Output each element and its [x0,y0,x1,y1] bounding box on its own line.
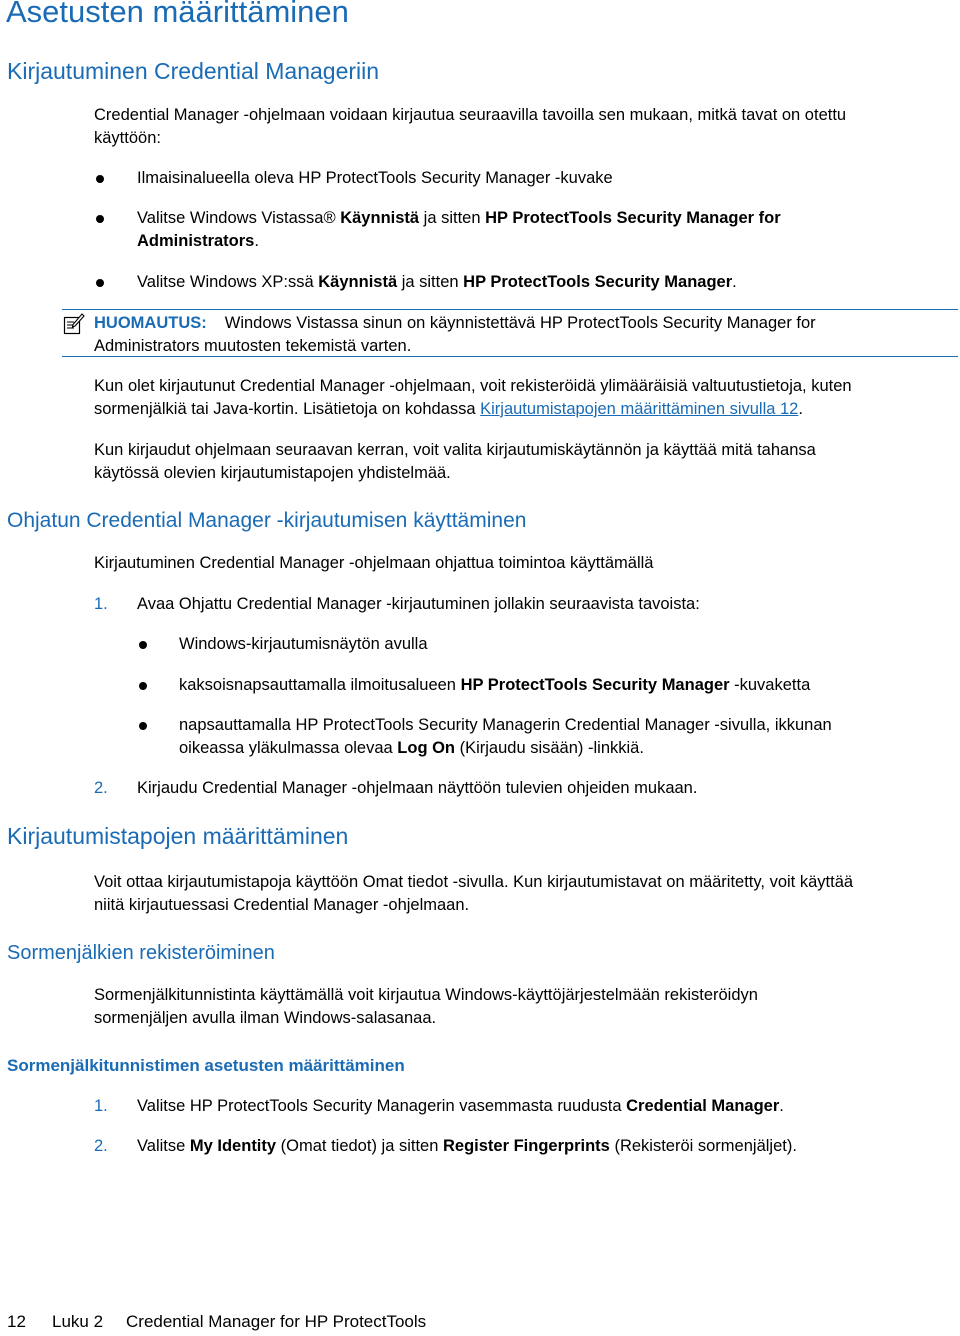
step-text: Avaa Ohjattu Credential Manager -kirjautuminen jollakin seuraavista tavoista: [137,595,700,613]
section-heading-login: Kirjautuminen Credential Manageriin [7,58,380,84]
list-item: Valitse Windows Vistassa® Käynnistä ja sitten HP ProtectTools Security Manager for Administrators. [137,209,781,250]
footer-page-number: 12 [7,1312,26,1331]
list-item: kaksoisnapsauttamalla ilmoitusalueen HP ProtectTools Security Manager -kuvaketta [179,676,811,694]
footer-chapter: Luku 2 [52,1312,104,1331]
step-text: Valitse HP ProtectTools Security Managerin vasemmasta ruudusta Credential Manager. [137,1097,784,1115]
bullet-icon [139,641,147,649]
step-number: 2. [94,1137,108,1155]
intro-paragraph: Credential Manager -ohjelmaan voidaan kirjautua seuraavilla tavoilla sen mukaan, mitkä tavat on otettu käyttöön: [94,106,847,147]
note-label: HUOMAUTUS: [94,314,207,332]
paragraph: Kun olet kirjautunut Credential Manager -ohjelmaan, voit rekisteröidä ylimääräisiä valtuutustietoja, kuten sormenjälkiä tai Java-kortin. Lisätietoja on kohdassa Kirjautumistapojen määrittäminen sivulla 12. [94,377,852,418]
note-top-rule [62,309,958,310]
note-icon [63,313,85,335]
section-heading-methods: Kirjautumistapojen määrittäminen [7,823,349,849]
list-item: Valitse Windows XP:ssä Käynnistä ja sitten HP ProtectTools Security Manager. [137,273,737,291]
paragraph: Sormenjälkitunnistinta käyttämällä voit kirjautua Windows-käyttöjärjestelmään rekisteröidyn sormenjäljen avulla ilman Windows-salasanaa. [94,986,758,1027]
bullet-icon [139,722,147,730]
page-title: Asetusten määrittäminen [6,0,349,29]
paragraph: Kirjautuminen Credential Manager -ohjelmaan ohjattua toimintoa käyttämällä [94,554,654,572]
step-number: 1. [94,595,108,613]
list-item: napsauttamalla HP ProtectTools Security Managerin Credential Manager -sivulla, ikkunan oikeassa yläkulmassa olevaa Log On (Kirjaudu sisään) -linkkiä. [179,716,832,757]
list-item: Windows-kirjautumisnäytön avulla [179,635,428,653]
cross-reference-link[interactable]: Kirjautumistapojen määrittäminen sivulla 12 [480,400,799,418]
step-text: Valitse My Identity (Omat tiedot) ja sitten Register Fingerprints (Rekisteröi sormenjäljet). [137,1137,797,1155]
bullet-icon [96,279,104,287]
note: HUOMAUTUS: Windows Vistassa sinun on käynnistettävä HP ProtectTools Security Manager for Administrators muutosten tekemistä varten. [94,314,816,355]
note-bottom-rule [62,356,958,357]
step-number: 2. [94,779,108,797]
bullet-icon [96,215,104,223]
paragraph: Kun kirjaudut ohjelmaan seuraavan kerran, voit valita kirjautumiskäytännön ja käyttää mitä tahansa käytössä olevien kirjautumistapojen yhdistelmää. [94,441,816,482]
bullet-icon [139,682,147,690]
section-heading-reader-setup: Sormenjälkitunnistimen asetusten määrittäminen [7,1056,405,1075]
list-item: Ilmaisinalueella oleva HP ProtectTools Security Manager -kuvake [137,169,613,187]
section-heading-wizard: Ohjatun Credential Manager -kirjautumisen käyttäminen [7,509,527,532]
step-number: 1. [94,1097,108,1115]
section-heading-fingerprints: Sormenjälkien rekisteröiminen [7,942,275,964]
step-text: Kirjaudu Credential Manager -ohjelmaan näyttöön tulevien ohjeiden mukaan. [137,779,698,797]
footer-chapter-title: Credential Manager for HP ProtectTools [126,1312,427,1331]
paragraph: Voit ottaa kirjautumistapoja käyttöön Omat tiedot -sivulla. Kun kirjautumistavat on määritetty, voit käyttää niitä kirjautuessasi Credential Manager -ohjelmaan. [94,873,854,914]
bullet-icon [96,175,104,183]
